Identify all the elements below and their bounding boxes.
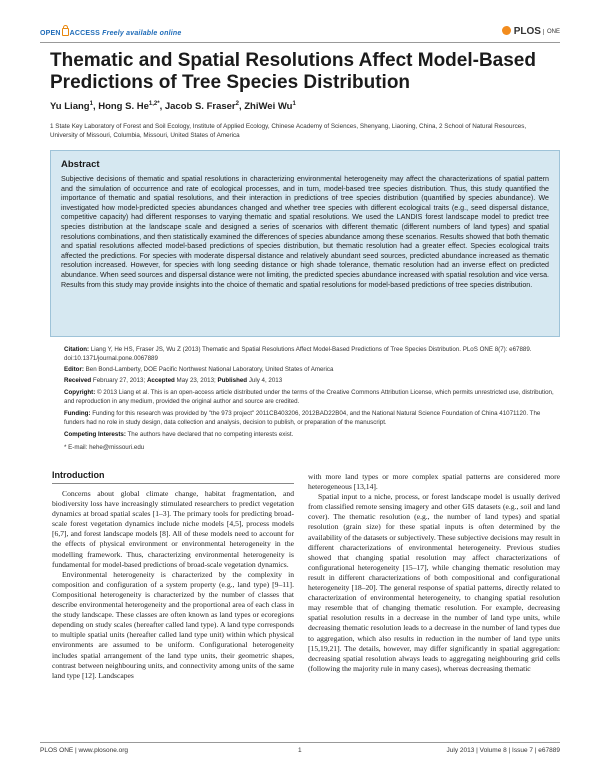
paper-title: Thematic and Spatial Resolutions Affect Model-Based Predictions of Tree Species Distribution bbox=[50, 50, 536, 93]
open-lock-icon bbox=[62, 28, 69, 36]
footer-journal-url[interactable]: PLOS ONE | www.plosone.org bbox=[40, 747, 129, 754]
abstract-box bbox=[50, 150, 560, 337]
open-access-label[interactable]: OPEN ACCESS Freely available online bbox=[40, 30, 182, 37]
dates: Received February 27, 2013; Accepted May 23, 2013; Published July 4, 2013 bbox=[64, 377, 283, 384]
funding: Funding: Funding for this research was provided by "the 973 project" 2011CB403206, 2012BAD22B04, and the National Natural Science Foundation of China 41071120. The funders had no role in study design, data collection and analysis, decision to publish, or preparation of the manuscript. bbox=[64, 410, 541, 426]
copyright: Copyright: © 2013 Liang et al. This is an open-access article distributed under the terms of the Creative Commons Attribution License, which permits unrestricted use, distribution, and reproduction in any medium, provided the original author and source are credited. bbox=[64, 389, 554, 405]
paragraph: Concerns about global climate change, habitat fragmentation, and biodiversity loss have increasingly stimulated researchers to predict vegetation dynamics at broad spatial scales [1–3]. The primary tools for predicting broad-scale forest vegetation dynamics include niche models [4,5], process models [6,7], and forest landscape models [8]. All of these models need to account for the effects of physical environment or environmental heterogeneity in the modelling framework. Thus, characterizing environmental heterogeneity is fundamental for model-based predictions of broad-scale vegetation dynamics. bbox=[52, 489, 294, 569]
citation: Citation: Liang Y, He HS, Fraser JS, Wu Z (2013) Thematic and Spatial Resolutions Affect Model-Based Predictions of Tree Species Distribution. PLoS ONE 8(7): e67889. doi:10.1371/journal.pone.0067889 bbox=[64, 346, 532, 362]
footer-issue-info: July 2013 | Volume 8 | Issue 7 | e67889 bbox=[446, 747, 560, 754]
plos-one-logo[interactable]: PLOS ONE bbox=[502, 26, 560, 37]
page-number: 1 bbox=[298, 747, 302, 754]
body-column-left bbox=[52, 489, 294, 681]
introduction-divider bbox=[52, 483, 294, 484]
abstract-heading: Abstract bbox=[61, 159, 100, 170]
paragraph: Spatial input to a niche, process, or forest landscape model is usually derived from classified remote sensing imagery and other GIS datasets (e.g., soil and land cover). The thematic resolution (e.g., the number of land types) and spatial resolution (grain size) for these spatial inputs is often determined by the availability of the datasets or subjectively. These subjective decisions may result in different characterizations of environmental heterogeneity. Previous studies showed that changing spatial resolution may affect characterizations of configurational heterogeneity [15–17], while changing thematic resolution may result in different characterizations of both compositional and configurational heterogeneity [18–20]. The general response of spatial patterns, directly related to characterization of environmental heterogeneity, to changing spatial resolution may resemble that of changing thematic resolution. For example, decreasing spatial resolution results in a decrease in the number of land type units, while decreasing thematic resolution leads to a decrease in the number of land types due to aggregation, which also results in reduction in the number of land type units [15,19,21]. The details, however, may differ significantly in spatial aggregation: decreasing spatial resolution always leads to aggregating neighbouring grid cells (following the majority rule in many cases), whereas decreasing thematic bbox=[308, 492, 561, 673]
page-footer bbox=[40, 742, 560, 759]
author-name: Yu Liang bbox=[50, 101, 90, 113]
journal-header bbox=[40, 26, 560, 40]
freely-available-text: Freely available online bbox=[102, 30, 182, 37]
paragraph: Environmental heterogeneity is characterized by the complexity in composition and configuration of a system property (e.g., land type) [9–11]. Compositional heterogeneity is characterized by the number of classes that describe environmental heterogeneity and the proportional area of each class in the study landscape. These classes are often known as land types or ecoregions depending on study scales (hereafter called land type). A land type corresponds to multiple spatial units (hereafter called land type unit) within which physical environments are assumed to be uniform. Configurational heterogeneity includes spatial arrangement of the land type units, their geometric shapes, contrast between neighbouring units, and connectivity among units of the same land type [12]. Landscapes bbox=[52, 569, 294, 680]
affiliations: 1 State Key Laboratory of Forest and Soil Ecology, Institute of Applied Ecology, Chinese Academy of Sciences, Shenyang, Liaoning, China, 2 School of Natural Resources, University of Missouri, Columbia, Missouri, United States of America bbox=[50, 123, 527, 139]
author-name: Hong S. He bbox=[98, 101, 149, 113]
corresponding-email[interactable]: * E-mail: hehe@missouri.edu bbox=[64, 444, 145, 451]
editor: Editor: Ben Bond-Lamberty, DOE Pacific Northwest National Laboratory, United States of America bbox=[64, 366, 334, 373]
abstract-text: Subjective decisions of thematic and spatial resolutions in characterizing environmental heterogeneity may affect the characterizations of spatial pattern and the simulation of occurrence and rate of ecological processes, and in turn, model-based tree species distribution. Thus, this study quantified the importance of thematic and spatial resolutions, and their interaction in predictions of tree species distribution (quantified by species abundance). We investigated how model-predicted species abundances changed and whether tree species with different ecological traits (e.g., seed dispersal distance, competitive capacity) had different responses to varying thematic and spatial resolutions. We used the LANDIS forest landscape model to predict tree species distribution at the landscape scale and designed a series of scenarios with different thematic (different numbers of land types) and spatial resolutions combinations, and then statistically examined the differences of species abundance among these scenarios. Results showed that both thematic and spatial resolutions affected model-based predictions of species distribution, but thematic resolution had a greater effect. Species ecological traits affected the predictions. For species with moderate dispersal distance and relatively abundant seed sources, predicted abundance increased as thematic resolution increased. However, for species with long seeding distance or high shade tolerance, thematic resolution had an inverse effect on predicted abundance. When seed sources and dispersal distance were not limiting, the predicted species abundance increased with spatial resolution and vice versa. Results from this study may provide insights into the choice of thematic and spatial resolutions for model-based predictions of tree species distribution. bbox=[61, 175, 549, 289]
introduction-heading: Introduction bbox=[52, 470, 105, 480]
author-list: Yu Liang$^1$, Hong S. $He^{1,2*}$, Jacob S. Fraser$^2$, ZhiWei Wu$^1$ bbox=[50, 101, 296, 113]
competing-interests: Competing Interests: The authors have declared that no competing interests exist. bbox=[64, 431, 294, 438]
author-name: Jacob S. Fraser bbox=[164, 101, 236, 113]
author-name: ZhiWei Wu bbox=[244, 101, 293, 113]
paragraph: with more land types or more complex spatial patterns are considered more heterogeneous [13,14]. bbox=[308, 472, 560, 492]
header-divider bbox=[40, 42, 560, 43]
body-column-right bbox=[308, 472, 560, 674]
plos-dot-icon bbox=[502, 26, 511, 35]
